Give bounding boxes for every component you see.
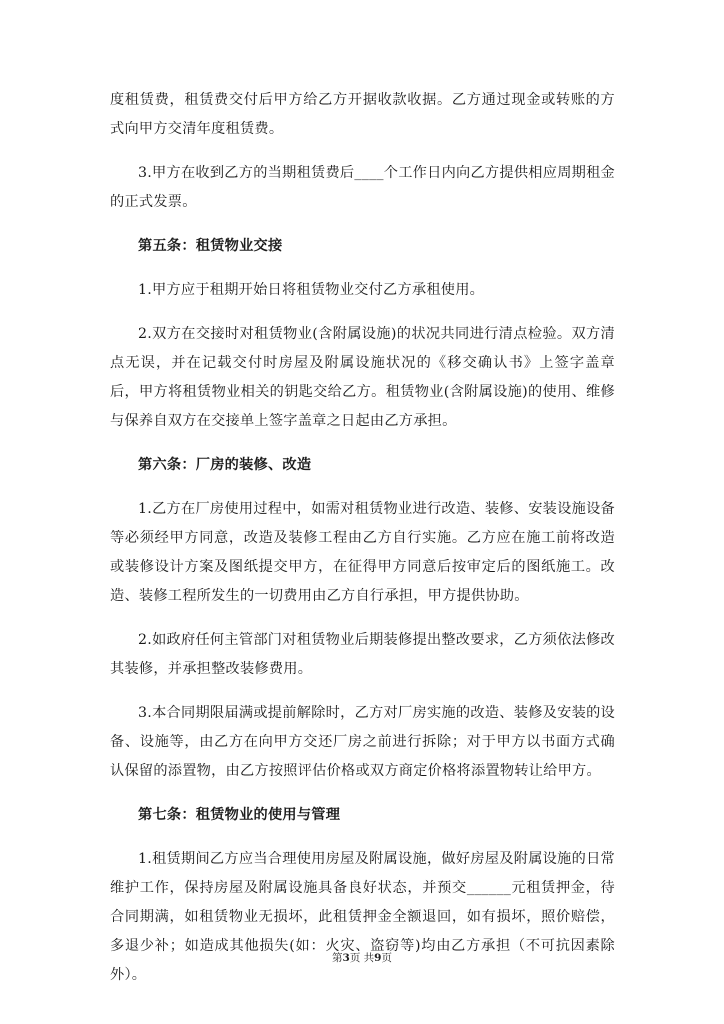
footer-total-pages: 9 xyxy=(374,952,382,964)
footer-suffix: 页 xyxy=(381,952,392,964)
paragraph-article-7-item-1: 1.租赁期间乙方应当合理使用房屋及附属设施，做好房屋及附属设施的日常维护工作，保持房屋及附属设施具备良好状态，并预交______元租赁押金，待合同期满，如租赁物业无损坏，此租赁押金全额退回，如有损坏，照价赔偿，多退少补；如造成其他损失(如：火灾、盗窃等)均由乙方承担（不可抗因素除外）。 xyxy=(110,851,615,983)
paragraph-invoice-clause: 3.甲方在收到乙方的当期租赁费后____个工作日内向乙方提供相应周期租金的正式发票。 xyxy=(110,165,615,210)
paragraph-article-6-item-3: 3.本合同期限届满或提前解除时，乙方对厂房实施的改造、装修及安装的设备、设施等，由乙方在向甲方交还厂房之前进行拆除；对于甲方以书面方式确认保留的添置物，由乙方按照评估价格或双方商定价格将添置物转让给甲方。 xyxy=(110,705,615,779)
article-6-heading: 第六条：厂房的装修、改造 xyxy=(138,457,312,473)
paragraph-article-5-item-2: 2.双方在交接时对租赁物业(含附属设施)的状况共同进行清点检验。双方清点无误，并在记载交付时房屋及附属设施状况的《移交确认书》上签字盖章后，甲方将租赁物业相关的钥匙交给乙方。租赁物业(含附属设施)的使用、维修与保养自双方在交接单上签字盖章之日起由乙方承担。 xyxy=(110,326,615,429)
footer-middle: 页 共 xyxy=(349,952,375,964)
article-5-heading: 第五条：租赁物业交接 xyxy=(138,238,283,254)
paragraph-article-6-item-1: 1.乙方在厂房使用过程中，如需对租赁物业进行改造、装修、安装设施设备等必须经甲方同意，改造及装修工程由乙方自行实施。乙方应在施工前将改造或装修设计方案及图纸提交甲方，在征得甲方同意后按审定后的图纸施工。改造、装修工程所发生的一切费用由乙方自行承担，甲方提供协助。 xyxy=(110,501,615,604)
paragraph-rent-payment-continued: 度租赁费，租赁费交付后甲方给乙方开据收款收据。乙方通过现金或转账的方式向甲方交清年度租赁费。 xyxy=(110,92,615,137)
page-content xyxy=(110,86,615,1005)
article-7-heading: 第七条：租赁物业的使用与管理 xyxy=(138,807,341,823)
paragraph-article-6-item-2: 2.如政府任何主管部门对租赁物业后期装修提出整改要求，乙方须依法修改其装修，并承担整改装修费用。 xyxy=(110,632,615,677)
page-footer xyxy=(0,951,724,965)
footer-prefix: 第 xyxy=(332,952,343,964)
footer-current-page: 3 xyxy=(342,952,350,964)
paragraph-article-5-item-1: 1.甲方应于租期开始日将租赁物业交付乙方承租使用。 xyxy=(138,282,485,298)
